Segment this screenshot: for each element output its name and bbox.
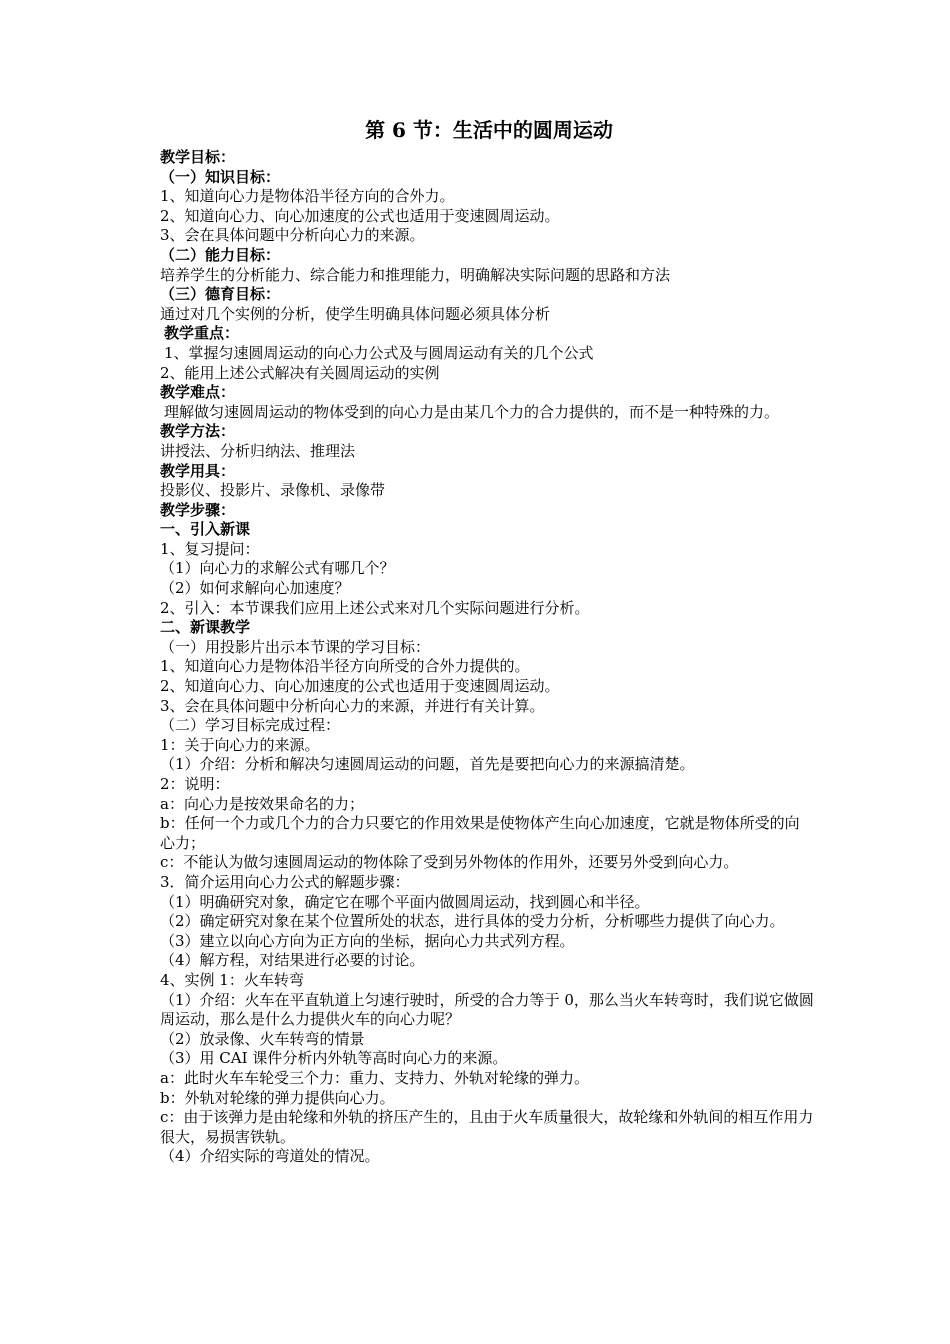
paragraph-line: （3）用 CAI 课件分析内外轨等高时向心力的来源。 [160, 1049, 508, 1068]
paragraph-line: 1、掌握匀速圆周运动的向心力公式及与圆周运动有关的几个公式 [164, 343, 594, 362]
paragraph-line: （2）如何求解向心加速度？ [160, 579, 350, 598]
section-heading: 教学方法： [160, 422, 236, 441]
paragraph-line: 2、知道向心力、向心加速度的公式也适用于变速圆周运动。 [160, 206, 560, 225]
section-heading: （三）德育目标： [160, 285, 281, 304]
paragraph-line: （4）介绍实际的弯道处的情况。 [160, 1147, 380, 1166]
paragraph-line: b：任何一个力或几个力的合力只要它的作用效果是使物体产生向心加速度，它就是物体所受的向心力； [160, 814, 800, 852]
paragraph-line: （二）学习目标完成过程： [160, 716, 341, 735]
paragraph-line: 2：说明： [160, 775, 230, 793]
paragraph-line: 3．简介运用向心力公式的解题步骤： [160, 872, 410, 891]
paragraph-line: （1）明确研究对象，确定它在哪个平面内做圆周运动，找到圆心和半径。 [160, 892, 650, 911]
section-heading: 二、新课教学 [160, 618, 251, 637]
paragraph-line: 讲授法、分析归纳法、推理法 [160, 441, 356, 460]
paragraph-line: 3、会在具体问题中分析向心力的来源。 [160, 226, 425, 245]
paragraph-line: a：此时火车车轮受三个力：重力、支持力、外轨对轮缘的弹力。 [160, 1068, 589, 1087]
paragraph-line: （1）介绍：火车在平直轨道上匀速行驶时，所受的合力等于 0，那么当火车转弯时，我们说它做圆周运动，那么是什么力提供火车的向心力呢？ [160, 990, 814, 1029]
paragraph-line: （2）确定研究对象在某个位置所处的状态，进行具体的受力分析，分析哪些力提供了向心力。 [160, 912, 785, 931]
document-body [144, 148, 814, 1167]
section-heading: （二）能力目标： [160, 245, 281, 264]
paragraph-line: 1：关于向心力的来源。 [160, 735, 320, 754]
document-title: 第 6 节：生活中的圆周运动 [365, 118, 613, 142]
paragraph-line: 4、实例 1：火车转弯 [160, 970, 304, 989]
paragraph-line: c：由于该弹力是由轮缘和外轨的挤压产生的，且由于火车质量很大，故轮缘和外轨间的相互作用力很大，易损害铁轨。 [160, 1108, 814, 1146]
section-heading: 教学步骤： [160, 500, 236, 519]
section-heading: 教学重点： [164, 324, 240, 343]
paragraph-line: b：外轨对轮缘的弹力提供向心力。 [160, 1088, 395, 1107]
paragraph-line: （4）解方程，对结果进行必要的讨论。 [160, 951, 425, 970]
paragraph-line: （一）用投影片出示本节课的学习目标： [160, 637, 431, 656]
paragraph-line: 1、复习提问： [160, 539, 260, 558]
paragraph-line: 培养学生的分析能力、综合能力和推理能力，明确解决实际问题的思路和方法 [160, 265, 671, 284]
paragraph-line: 理解做匀速圆周运动的物体受到的向心力是由某几个力的合力提供的，而不是一种特殊的力。 [164, 402, 780, 421]
paragraph-line: 投影仪、投影片、录像机、录像带 [160, 481, 386, 500]
paragraph-line: 2、知道向心力、向心加速度的公式也适用于变速圆周运动。 [160, 677, 560, 696]
section-heading: 一、引入新课 [160, 520, 251, 539]
paragraph-line: （1）介绍：分析和解决匀速圆周运动的问题，首先是要把向心力的来源搞清楚。 [160, 755, 695, 774]
section-heading: 教学用具： [160, 461, 236, 480]
paragraph-line: a：向心力是按效果命名的力； [160, 794, 364, 813]
paragraph-line: 1、知道向心力是物体沿半径方向所受的合外力提供的。 [160, 657, 530, 676]
document-page [144, 116, 814, 1167]
paragraph-line: c：不能认为做匀速圆周运动的物体除了受到另外物体的作用外，还要另外受到向心力。 [160, 853, 739, 872]
paragraph-line: 3、会在具体问题中分析向心力的来源，并进行有关计算。 [160, 696, 545, 715]
paragraph-line: 通过对几个实例的分析，使学生明确具体问题必须具体分析 [160, 304, 551, 323]
paragraph-line: 1、知道向心力是物体沿半径方向的合外力。 [160, 187, 455, 206]
section-heading: 教学难点： [160, 383, 236, 402]
paragraph-line: （2）放录像、火车转弯的情景 [160, 1029, 365, 1048]
paragraph-line: 2、能用上述公式解决有关圆周运动的实例 [160, 363, 440, 382]
section-heading: 教学目标： [160, 148, 236, 166]
paragraph-line: （1）向心力的求解公式有哪几个？ [160, 559, 395, 578]
paragraph-line: 2、引入：本节课我们应用上述公式来对几个实际问题进行分析。 [160, 598, 590, 617]
paragraph-line: （3）建立以向心方向为正方向的坐标，据向心力共式列方程。 [160, 931, 575, 950]
section-heading: （一）知识目标： [160, 167, 281, 186]
